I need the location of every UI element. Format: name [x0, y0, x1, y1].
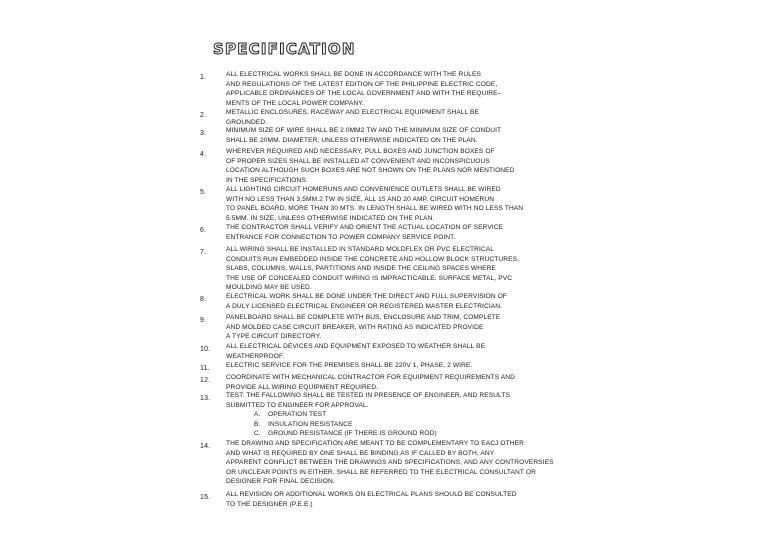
spec-line: PANELBOARD SHALL BE COMPLETE WITH BUS, ENCLOSURE AND TRIM, COMPLETE — [226, 314, 501, 321]
spec-item-text — [226, 245, 576, 293]
spec-item-number: 3. — [200, 130, 207, 137]
spec-line: CONDUITS RUN EMBEDDED INSIDE THE CONCRETE AND HOLLOW BLOCK STRUCTURES, — [226, 255, 520, 263]
spec-item-number: 7. — [200, 249, 207, 256]
spec-line: TO THE DESIGNER (P.E.E.) — [226, 500, 313, 508]
spec-line: IN THE SPECIFICATIONS. — [226, 176, 308, 184]
spec-item-number: 9. — [200, 317, 207, 324]
spec-line: 5.5MM. IN SIZE, UNLESS OTHERWISE INDICATED ON THE PLAN. — [226, 214, 435, 222]
spec-item-number: 4. — [200, 151, 207, 158]
spec-line: ENTRANCE FOR CONNECTION TO POWER COMPANY SERVICE POINT. — [226, 233, 456, 241]
spec-line: WEATHERPROOF. — [226, 352, 285, 360]
spec-line: SHALL BE 20MM. DIAMETER, UNLESS OTHERWISE INDICATED ON THE PLAN. — [226, 136, 478, 144]
spec-line: ELECTRICAL WORK SHALL BE DONE UNDER THE DIRECT AND FULL SUPERVISION OF — [226, 293, 508, 300]
spec-line: MINIMUM SIZE OF WIRE SHALL BE 2.0MM2 TW AND THE MINIMUM SIZE OF CONDUIT — [226, 127, 502, 134]
spec-line: ALL WIRING SHALL BE INSTALLED IN STANDARD MOLDFLEX OR PVC ELECTRICAL — [226, 246, 495, 253]
spec-line: PROVIDE ALL WIRING EQUIPMENT REQUIRED. — [226, 383, 379, 391]
spec-item-number: 6. — [200, 227, 207, 234]
spec-subitem — [226, 410, 576, 420]
spec-item-text — [226, 108, 576, 127]
page-title: SPECIFICATION — [213, 40, 356, 58]
spec-line: LOCATION ALTHOUGH SUCH BOXES ARE NOT SHOWN ON THE PLANS NOR MENTIONED — [226, 167, 515, 175]
spec-line: A TYPE CIRCUIT DIRECTORY. — [226, 333, 322, 341]
spec-item-text — [226, 126, 576, 145]
spec-line: ELECTRIC SERVICE FOR THE PREMISES SHALL BE 220V 1, PHASE, 2 WIRE. — [226, 362, 473, 369]
spec-line: GROUNDED. — [226, 118, 268, 126]
spec-line: TO PANEL BOARD, MORE THAN 30 MTS. IN LENGTH SHALL BE WIRED WITH NO LESS THAN — [226, 205, 524, 213]
spec-item-text — [226, 391, 576, 439]
spec-line: OR UNCLEAR POINTS IN EITHER, SHALL BE REFERRED TO THE ELECTRICAL CONSULTANT OR — [226, 468, 536, 476]
spec-line: APPLICABLE ORDINANCES OF THE LOCAL GOVERNMENT AND WITH THE REQUIRE– — [226, 90, 502, 98]
spec-line: THE USE OF CONCEALED CONDUIT WIRING IS IMPRACTICABLE. SURFACE METAL, PVC — [226, 274, 513, 282]
spec-item-text — [226, 147, 576, 185]
spec-item-text — [226, 342, 576, 361]
spec-line: THE CONTRACTOR SHALL VERIFY AND ORIENT THE ACTUAL LOCATION OF SERVICE — [226, 224, 504, 231]
spec-item-text — [226, 439, 576, 487]
spec-item-number: 14. — [200, 443, 211, 450]
spec-subitem — [226, 429, 576, 439]
spec-line: COORDINATE WITH MECHANICAL CONTRACTOR FOR EQUIPMENT REQUIREMENTS AND — [226, 374, 516, 381]
spec-item-number: 12. — [200, 377, 211, 384]
spec-line: AND MOLDED CASE CIRCUIT BREAKER, WITH RATING AS INDICATED PROVIDE — [226, 323, 484, 331]
spec-line: APPARENT CONFLICT BETWEEN THE DRAWINGS AND SPECIFICATIONS, AND ANY CONTROVERSIES — [226, 459, 554, 467]
spec-item-number: 5. — [200, 189, 207, 196]
spec-line: TEST: THE FALLOWING SHALL BE TESTED IN PRESENCE OF ENGINEER, AND RESULTS — [226, 392, 510, 399]
spec-line: MENTS OF THE LOCAL POWER COMPANY. — [226, 99, 364, 107]
spec-item-text — [226, 490, 576, 509]
spec-line: THE DRAWING AND SPECIFICATION ARE MEANT TO BE COMPLEMENTARY TO EACJ OTHER — [226, 440, 524, 447]
spec-subitem-letter: B. — [254, 420, 261, 428]
spec-item-number: 2. — [200, 112, 207, 119]
spec-subitem-text: OPERATION TEST — [268, 411, 327, 419]
spec-item-text — [226, 292, 576, 311]
spec-line: DESIGNER FOR FINAL DECISION. — [226, 478, 335, 486]
spec-subitem — [226, 420, 576, 430]
spec-subitem-text: GROUND RESISTANCE (IF THERE IS GROUND ROD) — [268, 430, 437, 438]
spec-line: A DULY LICENSED ELECTRICAL ENGINEER OR REGISTERED MASTER ELECTRICIAN. — [226, 302, 503, 310]
spec-subitem-letter: C. — [254, 430, 261, 438]
spec-item-number: 11. — [200, 365, 210, 372]
spec-item-text — [226, 373, 576, 392]
spec-line: AND WHAT IS REQUIRED BY ONE SHALL BE BINDING AS IF CALLED BY BOTH, ANY — [226, 449, 495, 457]
spec-item-number: 10. — [200, 346, 211, 353]
spec-item-text — [226, 313, 576, 342]
spec-subitem-letter: A. — [254, 411, 261, 419]
spec-line: MOULDING MAY BE USED. — [226, 284, 312, 292]
spec-line: OF PROPER SIZES SHALL BE INSTALLED AT CONVENIENT AND INCONSPICUOUS — [226, 157, 490, 165]
spec-item-text — [226, 70, 576, 108]
spec-subitem-text: INSULATION RESISTANCE — [268, 420, 353, 428]
spec-line: SLABS, COLUMNS, WALLS, PARTITIONS AND INSIDE THE CEILING SPACES WHERE — [226, 265, 496, 273]
spec-item-text — [226, 361, 576, 371]
spec-line: WITH NO LESS THAN 3.5MM.2 TW IN SIZE, ALL 15 AND 20 AMP. CIRCUIT HOMERUN — [226, 195, 495, 203]
spec-item-number: 1. — [200, 74, 207, 81]
spec-line: ALL REVISION OR ADDITIONAL WORKS ON ELECTRICAL PLANS SHOULD BE CONSULTED — [226, 491, 517, 498]
spec-item-text — [226, 185, 576, 223]
spec-line: ALL ELECTRICAL WORKS SHALL BE DONE IN ACCORDANCE WITH THE RULES — [226, 71, 481, 78]
spec-line: ALL LIGHTING CIRCUIT HOMERUNS AND CONVENIENCE OUTLETS SHALL BE WIRED — [226, 186, 501, 193]
spec-line: SUBMITTED TO ENGINEER FOR APPROVAL. — [226, 401, 369, 409]
spec-line: METALLIC ENCLOSURES, RACEWAY AND ELECTRICAL EQUIPMENT SHALL BE — [226, 109, 480, 116]
spec-item-text — [226, 223, 576, 242]
spec-item-number: 8. — [200, 296, 207, 303]
spec-line: AND REGULATIONS OF THE LATEST EDITION OF THE PHILIPPINE ELECTRIC CODE, — [226, 80, 498, 88]
spec-item-number: 15. — [200, 494, 211, 501]
spec-line: ALL ELECTRICAL DEVICES AND EQUIPMENT EXPOSED TO WEATHER SHALL BE — [226, 343, 486, 350]
spec-line: WHEREVER REQUIRED AND NECESSARY, PULL BOXES AND JUNCTION BOXES OF — [226, 148, 495, 155]
spec-item-number: 13. — [200, 395, 211, 402]
